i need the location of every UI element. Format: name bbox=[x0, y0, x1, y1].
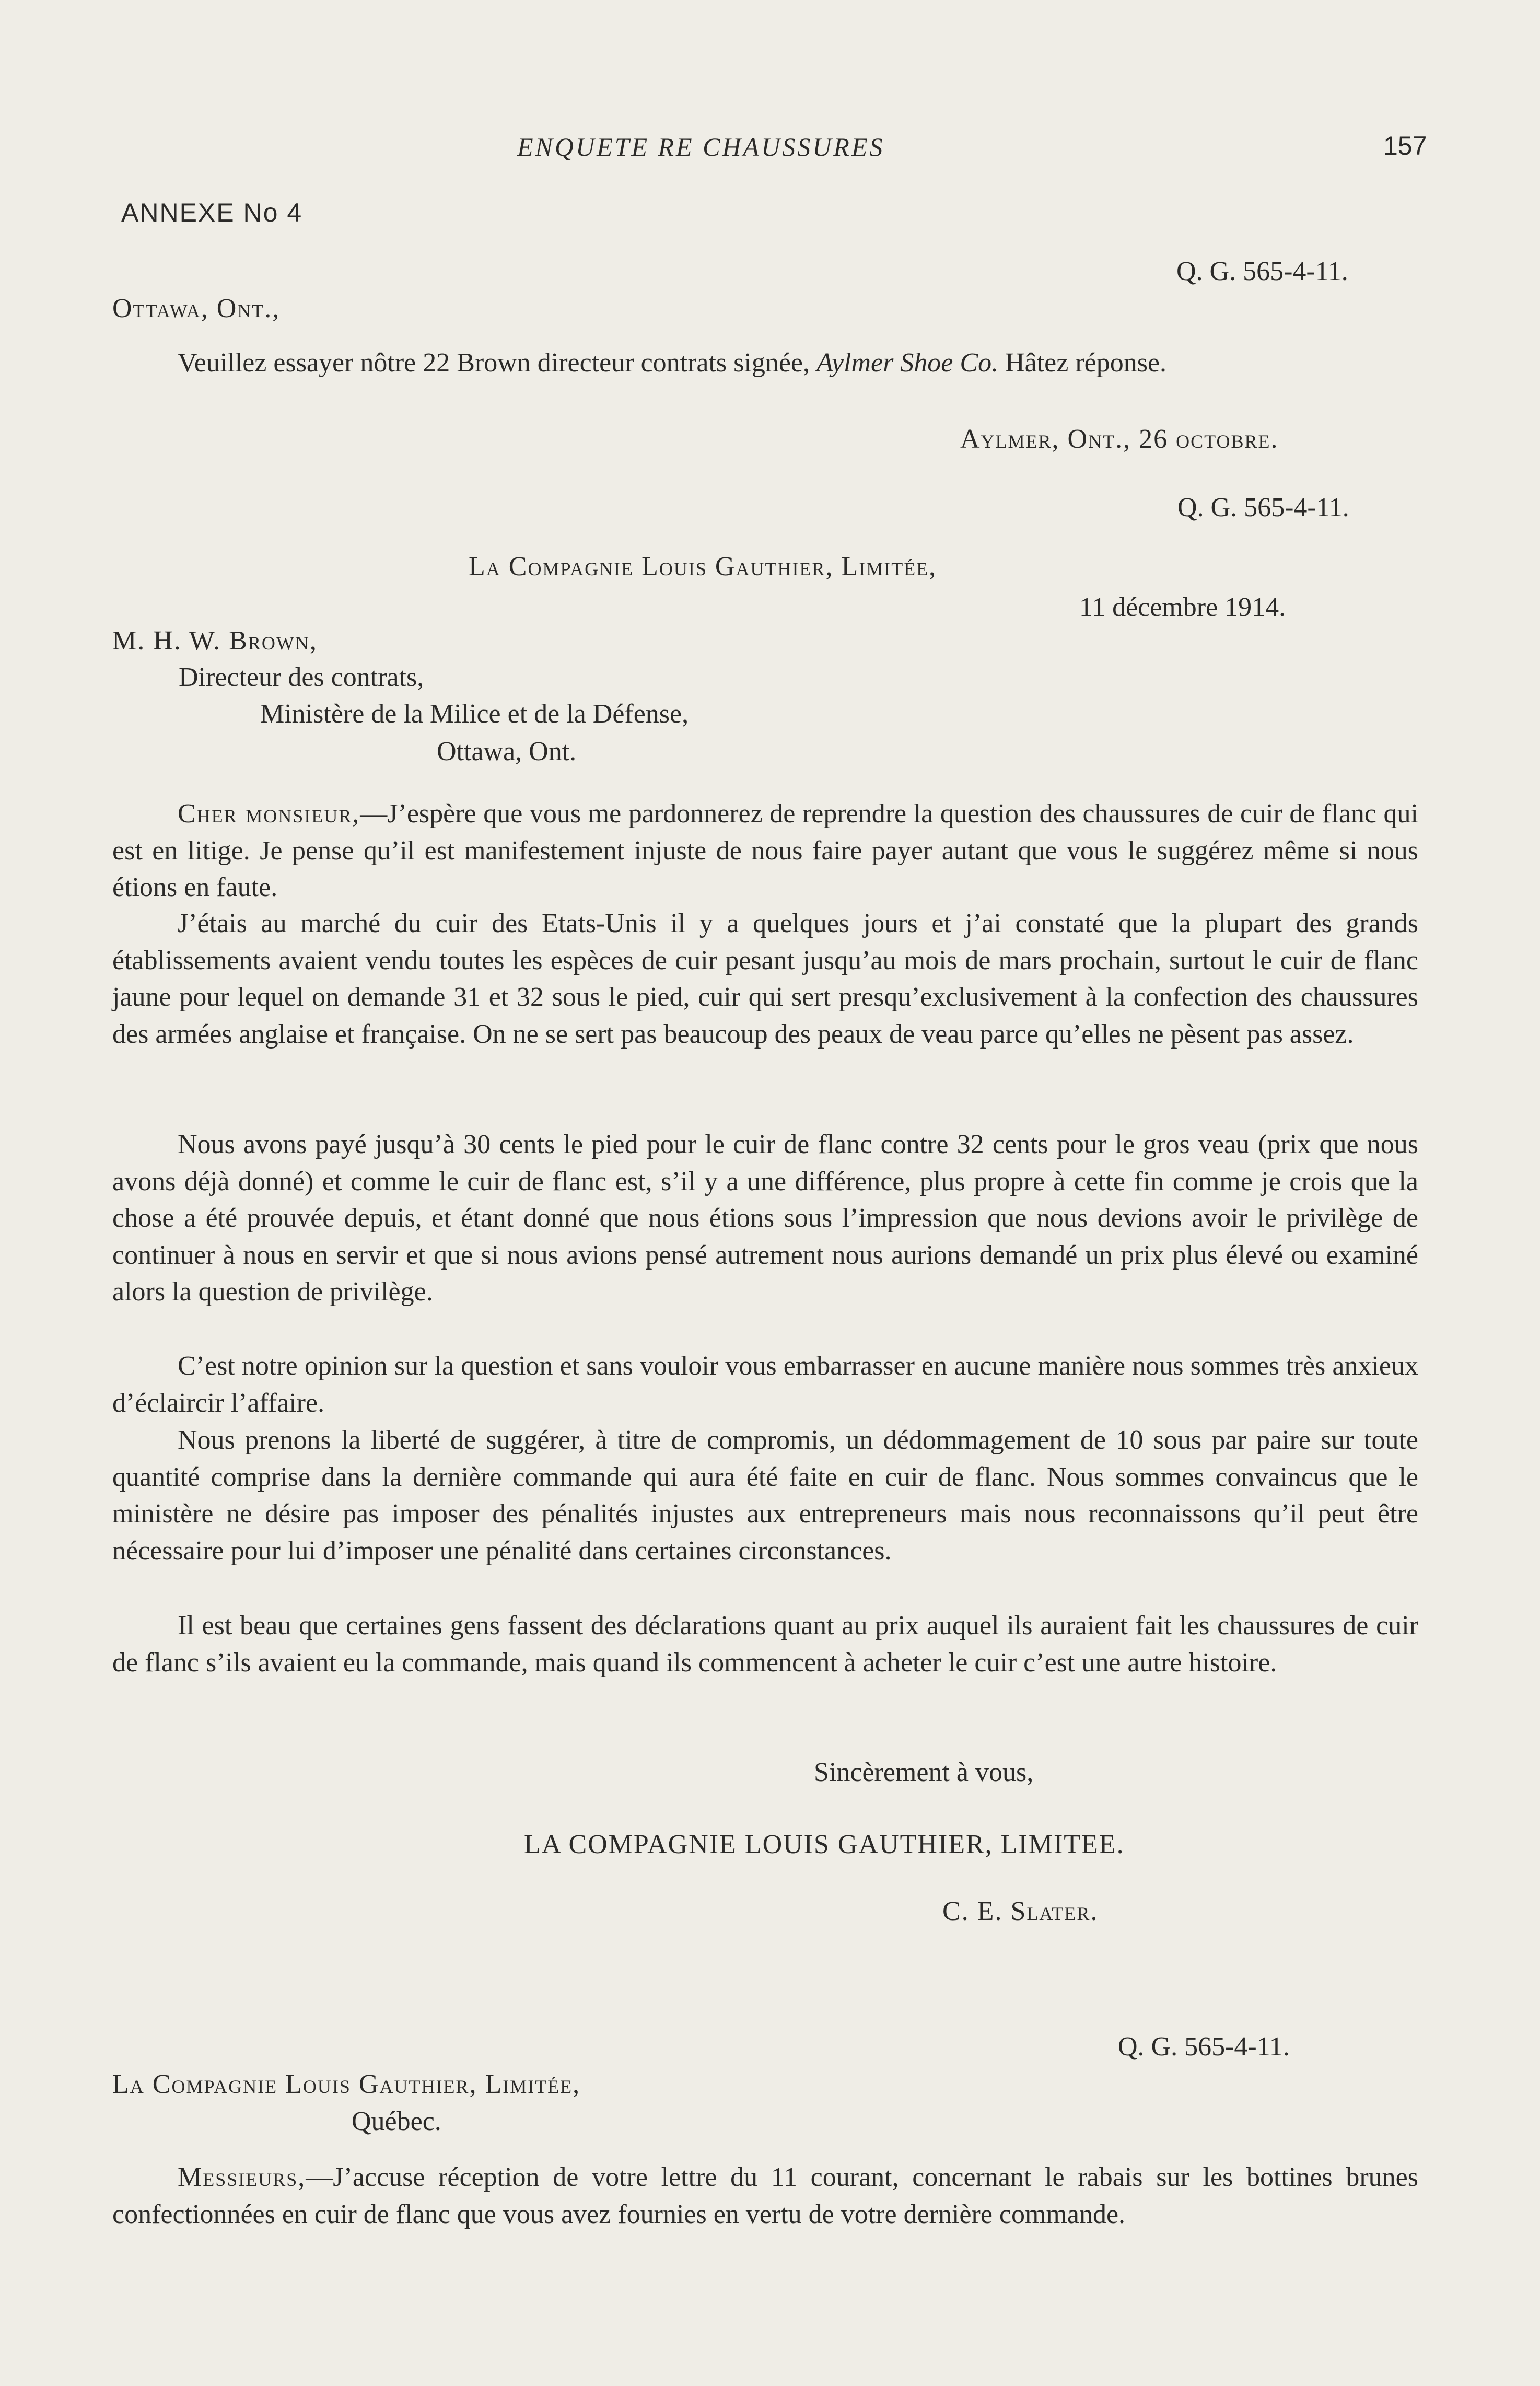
letter1-reference: Q. G. 565-4-11. bbox=[1177, 493, 1349, 522]
telegram-body bbox=[112, 345, 1418, 382]
letter1-signer: C. E. Slater. bbox=[942, 1896, 1099, 1926]
annex-label: ANNEXE No 4 bbox=[121, 198, 303, 227]
letter2-reference: Q. G. 565-4-11. bbox=[1118, 2032, 1290, 2062]
telegram-company: Aylmer Shoe Co. bbox=[816, 348, 999, 378]
letter2-paragraph-text: —J’accuse réception de votre lettre du 11 courant, concernant le rabais sur les bottines brunes confectionnées en cuir de flanc que vous avez fournies en vertu de votre dernière commande. bbox=[112, 2162, 1418, 2229]
letter1-paragraph-1 bbox=[112, 796, 1418, 906]
letter2-salutation: Messieurs, bbox=[178, 2162, 306, 2192]
page-number: 157 bbox=[1383, 131, 1427, 160]
letter1-paragraph-6: Il est beau que certaines gens fassent des déclarations quant au prix auquel ils auraient fait les chaussures de cuir de flanc s’ils avaient eu la commande, mais quand ils commencent à acheter le cuir c’est une autre histoire. bbox=[112, 1611, 1418, 1678]
running-header-title: ENQUETE RE CHAUSSURES bbox=[517, 132, 885, 161]
letter1-date: 11 décembre 1914. bbox=[1079, 592, 1286, 622]
telegram-addressee: Ottawa, Ont., bbox=[112, 294, 281, 323]
letter1-addressee-ministry: Ministère de la Milice et de la Défense, bbox=[260, 699, 689, 729]
letter2-paragraph bbox=[112, 2159, 1418, 2233]
letter1-paragraph-3: Nous avons payé jusqu’à 30 cents le pied pour le cuir de flanc contre 32 cents pour le gros veau (prix que nous avons déjà donné) et comme le cuir de flanc est, s’il y a une différence, plus propre à cette fin comme je crois que la chose a été prouvée depuis, et étant donné que nous étions sous l’impression que nous devions avoir le privilège de continuer à nous en servir et que si nous avions pensé autrement nous aurions demandé un prix plus élevé ou examiné alors la question de privilège. bbox=[112, 1130, 1418, 1307]
telegram-body-end: Hâtez réponse. bbox=[998, 348, 1167, 378]
letter1-salutation: Cher monsieur, bbox=[178, 799, 360, 829]
telegram-signature: Aylmer, Ont., 26 octobre. bbox=[960, 424, 1279, 454]
letter1-paragraph-2: J’étais au marché du cuir des Etats-Unis il y a quelques jours et j’ai constaté que la plupart des grands établissements avaient vendu toutes les espèces de cuir pesant jusqu’au mois de mars prochain, surtout le cuir de flanc jaune pour lequel on demande 31 et 32 sous le pied, cuir qui sert presqu’exclusivement à la confection des chaussures des armées anglaise et française. On ne se sert pas beaucoup des peaux de veau parce qu’elles ne pèsent pas assez. bbox=[112, 909, 1418, 1049]
letter2-addressee: La Compagnie Louis Gauthier, Limitée, bbox=[112, 2069, 581, 2099]
letter2-city: Québec. bbox=[352, 2106, 441, 2136]
letter1-addressee-name: M. H. W. Brown, bbox=[112, 626, 318, 656]
letter1-company-signature: LA COMPAGNIE LOUIS GAUTHIER, LIMITEE. bbox=[524, 1830, 1125, 1859]
letter1-paragraph-1-text: —J’espère que vous me pardonnerez de reprendre la question des chaussures de cuir de flanc qui est en litige. Je pense qu’il est manifestement injuste de nous faire payer autant que vous le suggérez même si nous étions en faute. bbox=[112, 799, 1419, 902]
letter1-paragraph-5: Nous prenons la liberté de suggérer, à titre de compromis, un dédommagement de 10 sous par paire sur toute quantité comprise dans la dernière commande qui aura été faite en cuir de flanc. Nous sommes convaincus que le ministère ne désire pas imposer des pénalités injustes aux entrepreneurs mais nous reconnaissons qu’il peut être nécessaire pour lui d’imposer une pénalité dans certaines circonstances. bbox=[112, 1425, 1418, 1566]
telegram-reference: Q. G. 565-4-11. bbox=[1176, 257, 1348, 286]
letter1-closing: Sincèrement à vous, bbox=[814, 1758, 1034, 1787]
letter1-addressee-title: Directeur des contrats, bbox=[179, 662, 424, 692]
telegram-body-text: Veuillez essayer nôtre 22 Brown directeur contrats signée, bbox=[178, 348, 817, 378]
letter1-addressee-city: Ottawa, Ont. bbox=[437, 737, 577, 766]
letter1-sender: La Compagnie Louis Gauthier, Limitée, bbox=[469, 552, 937, 581]
letter1-paragraph-4: C’est notre opinion sur la question et sans vouloir vous embarrasser en aucune manière nous sommes très anxieux d’éclaircir l’affaire. bbox=[112, 1351, 1418, 1418]
